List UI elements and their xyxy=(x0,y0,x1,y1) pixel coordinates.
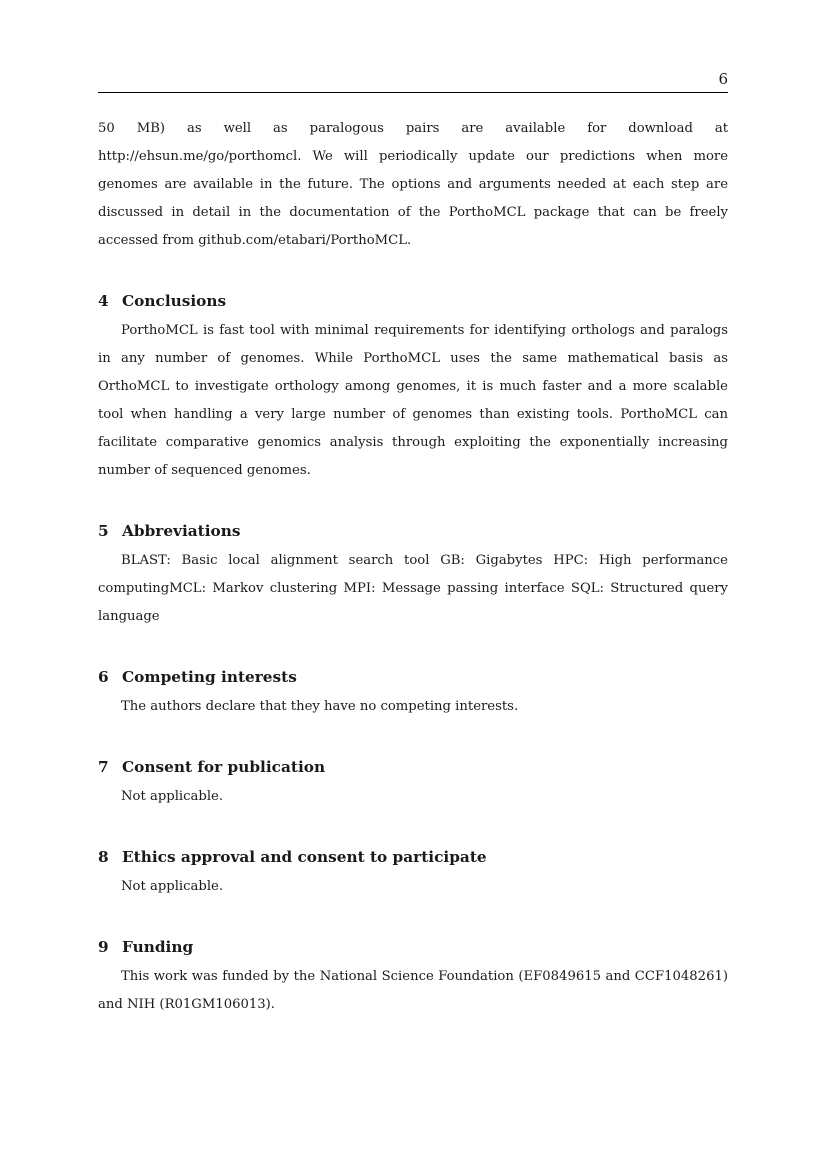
section-text: BLAST: Basic local alignment search tool GB: Gigabytes HPC: High performance computingMCL: Markov clustering MPI: Message passing interface SQL: Structured query language xyxy=(98,553,728,624)
section-title: Abbreviations xyxy=(122,522,241,540)
section-heading xyxy=(98,755,728,779)
section-number: 5 xyxy=(98,522,109,540)
section-text: Not applicable. xyxy=(121,879,224,894)
section-funding xyxy=(98,935,728,1019)
section-title: Conclusions xyxy=(122,292,227,310)
section-title: Ethics approval and consent to participate xyxy=(122,848,487,866)
section-number: 4 xyxy=(98,292,109,310)
section-number: 9 xyxy=(98,938,109,956)
section-text: PorthoMCL is fast tool with minimal requirements for identifying orthologs and paralogs in any number of genomes. While PorthoMCL uses the same mathematical basis as OrthoMCL to investigate orthology among genomes, it is much faster and a more scalable tool when handling a very large number of genomes than existing tools. PorthoMCL can facilitate comparative genomics analysis through exploiting the exponentially increasing number of sequenced genomes. xyxy=(98,323,728,478)
page-number: 6 xyxy=(718,70,728,88)
section-number: 8 xyxy=(98,848,109,866)
section-number: 7 xyxy=(98,758,109,776)
section-title: Consent for publication xyxy=(122,758,326,776)
section-title: Competing interests xyxy=(122,668,297,686)
section-ethics-approval xyxy=(98,845,728,901)
section-heading xyxy=(98,845,728,869)
section-text: The authors declare that they have no competing interests. xyxy=(121,699,519,714)
section-consent-for-publication xyxy=(98,755,728,811)
section-number: 6 xyxy=(98,668,109,686)
header-rule xyxy=(98,92,728,93)
section-abbreviations xyxy=(98,519,728,631)
intro-paragraph: 50 MB) as well as paralogous pairs are available for download at http://ehsun.me/go/porthomcl. We will periodically update our predictions when more genomes are available in the future. The options and arguments needed at each step are discussed in detail in the documentation of the PorthoMCL package that can be freely accessed from github.com/etabari/PorthoMCL. xyxy=(98,121,728,248)
page-content xyxy=(98,115,728,1019)
section-conclusions xyxy=(98,289,728,485)
section-heading xyxy=(98,289,728,313)
section-text: Not applicable. xyxy=(121,789,224,804)
section-competing-interests xyxy=(98,665,728,721)
section-text: This work was funded by the National Science Foundation (EF0849615 and CCF1048261) and NIH (R01GM106013). xyxy=(98,969,728,1012)
section-title: Funding xyxy=(122,938,194,956)
section-heading xyxy=(98,935,728,959)
section-heading xyxy=(98,665,728,689)
section-heading xyxy=(98,519,728,543)
